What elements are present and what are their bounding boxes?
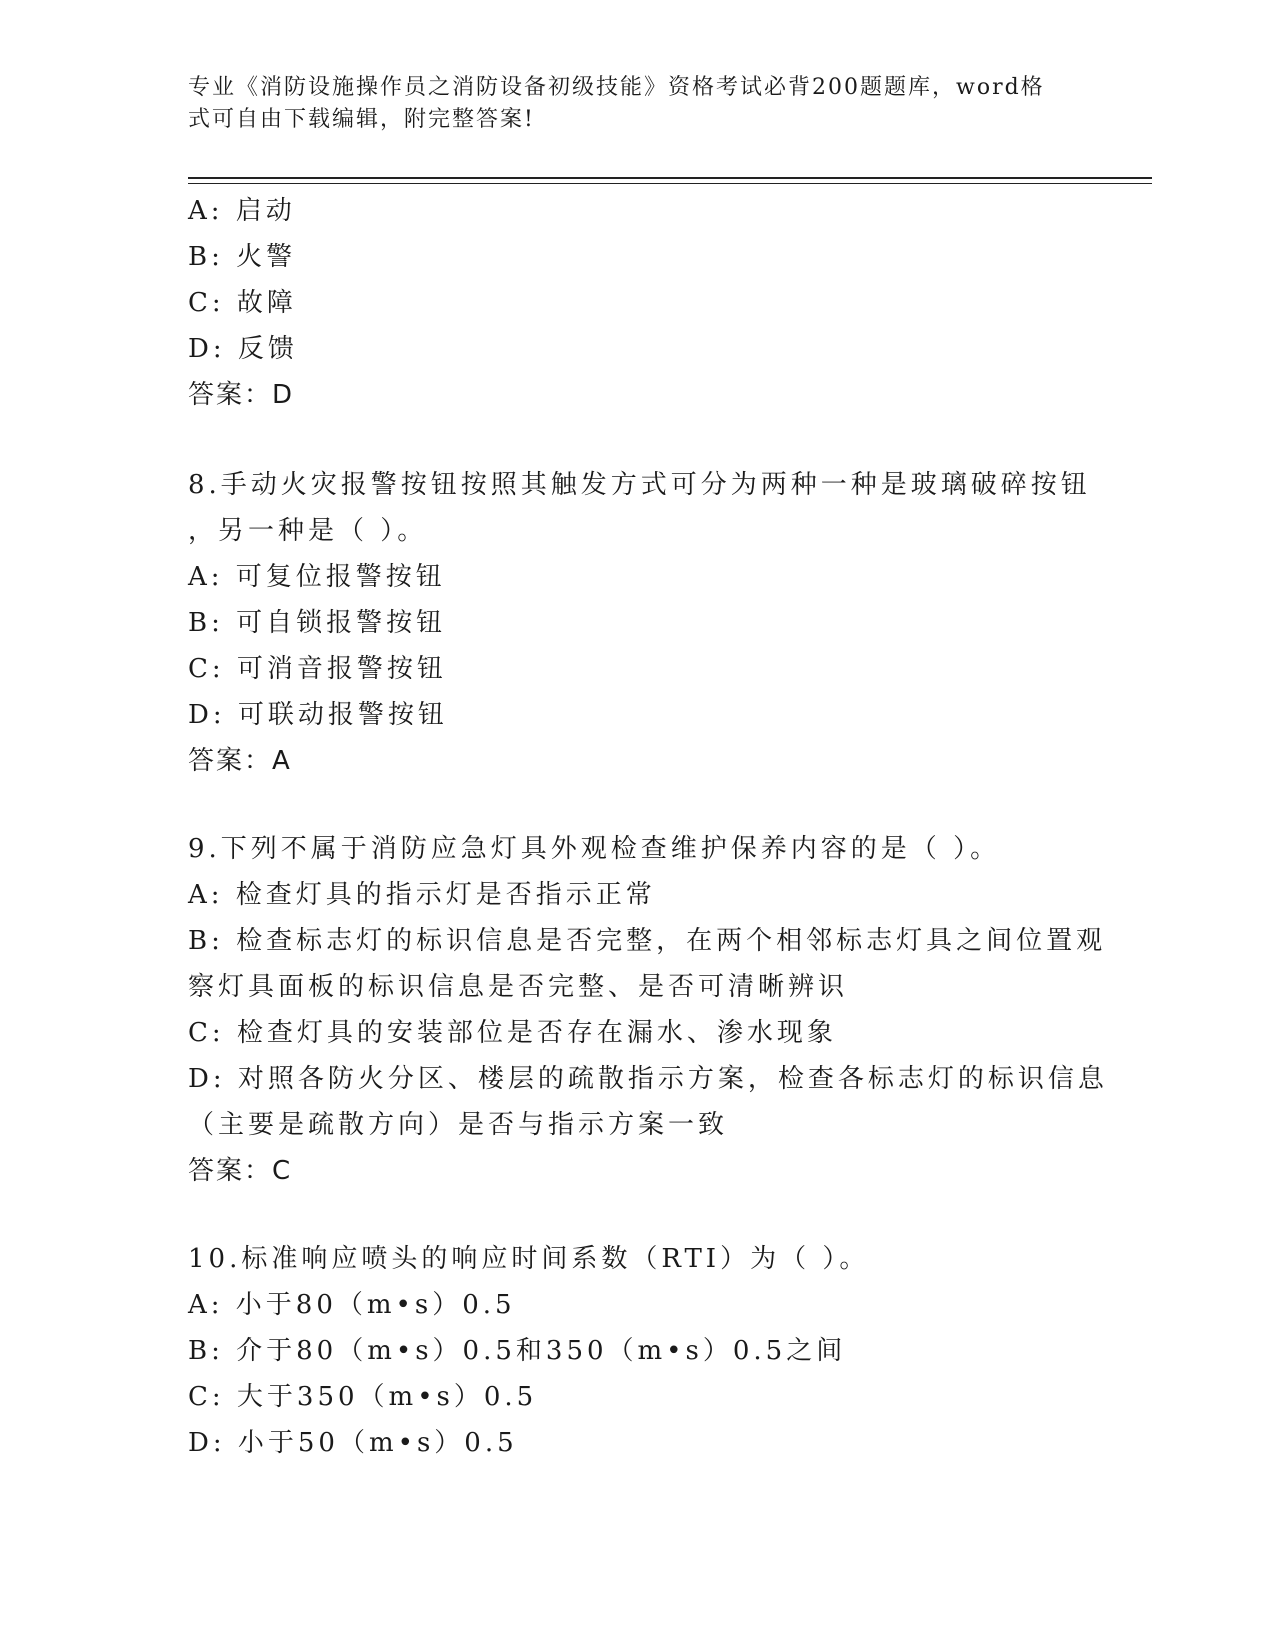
option-a: A: 可复位报警按钮 <box>188 562 446 592</box>
option-a: A: 检查灯具的指示灯是否指示正常 <box>188 880 656 910</box>
header-rule-thin <box>188 183 1152 184</box>
document-header <box>188 72 1078 136</box>
question-list <box>188 188 1108 1466</box>
option-c: C: 故障 <box>188 288 297 318</box>
option-a: A: 小于80（m•s）0.5 <box>188 1290 516 1320</box>
option-c: C: 检查灯具的安装部位是否存在漏水、渗水现象 <box>188 1018 837 1048</box>
option-d: D: 小于50（m•s）0.5 <box>188 1428 518 1458</box>
answer-line: 答案：C <box>188 1156 293 1186</box>
option-d: D: 反馈 <box>188 334 298 364</box>
option-b: B: 检查标志灯的标识信息是否完整，在两个相邻标志灯具之间位置观 <box>188 926 1107 956</box>
header-rule-thick <box>188 177 1152 179</box>
question-8 <box>188 462 1091 784</box>
question-9 <box>188 826 1108 1194</box>
answer-line: 答案：D <box>188 380 295 410</box>
option-c: C: 大于350（m•s）0.5 <box>188 1382 538 1412</box>
answer-line: 答案：A <box>188 746 292 776</box>
question-stem: 10.标准响应喷头的响应时间系数（RTI）为（ ）。 <box>188 1244 870 1274</box>
option-b: B: 火警 <box>188 242 297 272</box>
option-d: D: 可联动报警按钮 <box>188 700 448 730</box>
option-b: B: 可自锁报警按钮 <box>188 608 447 638</box>
option-b-cont: 察灯具面板的标识信息是否完整、是否可清晰辨识 <box>188 972 849 1002</box>
question-7 <box>188 188 1088 418</box>
option-a: A: 启动 <box>188 196 296 226</box>
option-b: B: 介于80（m•s）0.5和350（m•s）0.5之间 <box>188 1336 847 1366</box>
option-c: C: 可消音报警按钮 <box>188 654 447 684</box>
question-stem: 9.下列不属于消防应急灯具外观检查维护保养内容的是（ ）。 <box>188 834 1001 864</box>
option-d: D: 对照各防火分区、楼层的疏散指示方案，检查各标志灯的标识信息 <box>188 1064 1108 1094</box>
header-line-1: 专业《消防设施操作员之消防设备初级技能》资格考试必背200题题库，word格 <box>188 75 1045 100</box>
header-line-2: 式可自由下载编辑，附完整答案! <box>188 107 535 132</box>
option-d-cont: （主要是疏散方向）是否与指示方案一致 <box>188 1110 729 1140</box>
question-10 <box>188 1236 1088 1466</box>
question-stem-cont: ，另一种是（ ）。 <box>188 516 428 546</box>
question-stem: 8.手动火灾报警按钮按照其触发方式可分为两种一种是玻璃破碎按钮 <box>188 470 1091 500</box>
